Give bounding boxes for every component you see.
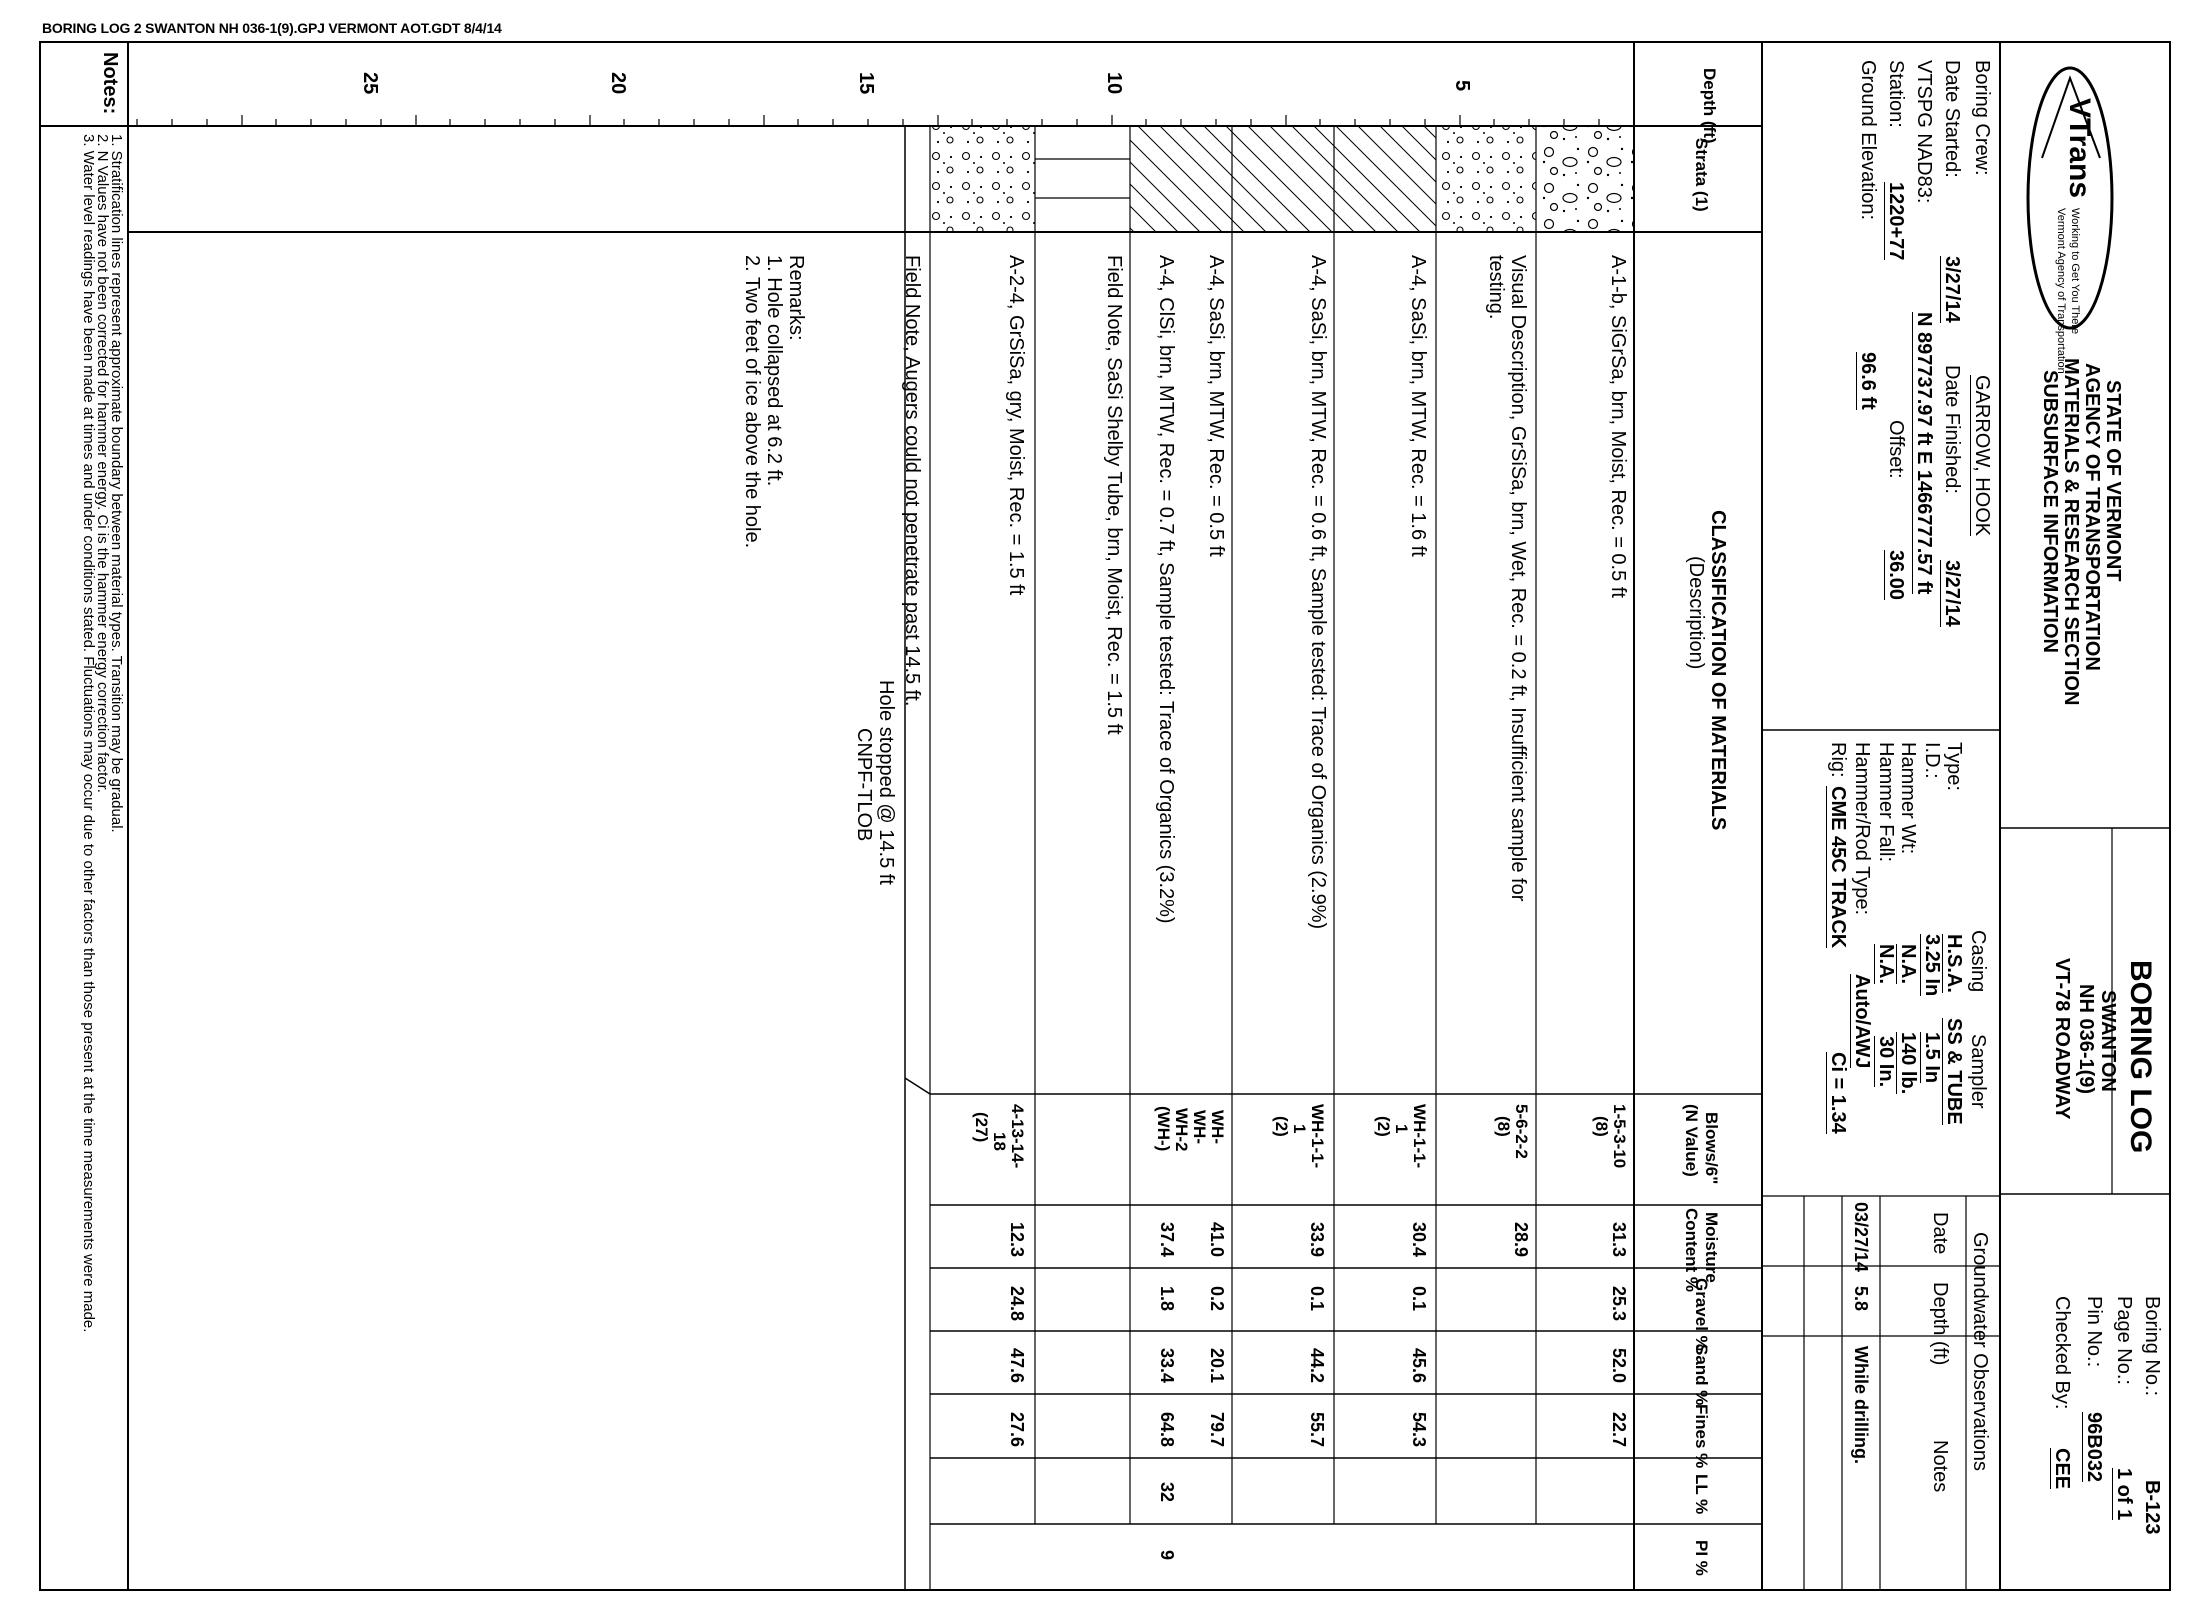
title-sub1: SWANTON (2097, 990, 2119, 1092)
page-no-label: Page No.: (2113, 1296, 2135, 1385)
agency-line1: STATE OF VERMONT (2102, 380, 2124, 582)
date-started-value: 3/27/14 (1941, 256, 1963, 323)
hammer-fall-casing: N.A. (1875, 944, 1897, 984)
sample-5-sand: 20.1 (1207, 1348, 1227, 1384)
sample-6-fines: 64.8 (1157, 1412, 1177, 1448)
logo-wordmark: VTrans (2063, 98, 2096, 199)
gw-depth-header: Depth (ft) (1929, 1282, 1951, 1366)
sample-8-gravel: 24.8 (1007, 1286, 1027, 1322)
station-value: 1220+77 (1885, 182, 1907, 261)
sample-4-fines: 55.7 (1307, 1412, 1327, 1448)
vtspg-value: N 897737.97 ft E 1466777.57 ft (1913, 312, 1935, 595)
pin-no-value: 96B032 (2083, 1412, 2105, 1483)
offset-label: Offset: (1885, 420, 1907, 479)
type-casing: H.S.A. (1943, 934, 1965, 993)
blows-sub: (N Value) (1682, 1104, 1701, 1177)
depth-tick-25: 25 (359, 72, 381, 95)
sample-4-sand: 44.2 (1307, 1348, 1327, 1384)
agency-line4: SUBSURFACE INFORMATION (2039, 370, 2061, 653)
sample-6-desc: A-4, ClSi, brn, MTW, Rec. = 0.7 ft, Sample tested: Trace of Organics (3.2%) (1155, 255, 1177, 924)
note-2: 2. N Values have not been corrected for hammer energy. Ci is the hammer energy correction factor. (94, 134, 111, 793)
note-1: 1. Stratification lines represent approximate boundary between material types. Transition may be gradual. (108, 134, 125, 833)
page-no-value: 1 of 1 (2113, 1468, 2135, 1521)
sample-8-moisture: 12.3 (1007, 1222, 1027, 1258)
sample-5-desc: A-4, SaSi, brn, MTW, Rec. = 0.5 ft (1205, 255, 1227, 557)
id-casing: 3.25 In (1921, 934, 1943, 997)
sample-6-gravel: 1.8 (1157, 1286, 1177, 1312)
crew-value: GARROW, HOOK (1971, 375, 1993, 537)
id-sampler: 1.5 In (1921, 1032, 1943, 1084)
groundwater-title: Groundwater Observations (1969, 1232, 1991, 1472)
sample-3-desc: A-4, SaSi, brn, MTW, Rec. = 1.6 ft (1407, 255, 1429, 557)
sample-4-n: (2) (1272, 1116, 1291, 1137)
remarks-title: Remarks: (785, 255, 807, 341)
date-finished-value: 3/27/14 (1941, 560, 1963, 627)
sample-6-pi: 9 (1157, 1550, 1177, 1561)
station-label: Station: (1885, 60, 1907, 128)
sample-2-desc: Visual Description, GrSiSa, brn, Wet, Rec. = 0.2 ft, Insufficient sample for (1507, 255, 1529, 902)
ground-elev-value: 96.6 ft (1857, 352, 1879, 410)
note-3: 3. Water level readings have been made at times and under conditions stated. Fluctuations may occur due to other factors than those present at the time measurements were made. (80, 134, 97, 1333)
title-sub2: NH 036-1(9) (2075, 984, 2097, 1095)
hammer-wt-casing: N.A. (1897, 944, 1919, 984)
strata-header: Strata (1) (1692, 138, 1711, 212)
sample-1-moisture: 31.3 (1609, 1222, 1629, 1258)
gw-row-date: 03/27/14 (1851, 1202, 1871, 1273)
remark-1: 1. Hole collapsed at 6.2 ft. (763, 255, 785, 487)
type-sampler: SS & TUBE (1943, 1018, 1965, 1125)
gw-date-header: Date (1929, 1212, 1951, 1255)
sample-8-desc: A-2-4, GrSiSa, gry, Moist, Rec. = 1.5 ft (1005, 255, 1027, 596)
sample-2-desc2: testing. (1485, 255, 1507, 320)
sample-3-fines: 54.3 (1409, 1412, 1429, 1448)
sample-1-blows: 1-5-3-10 (1610, 1104, 1629, 1169)
pi-header: PI % (1692, 1540, 1711, 1576)
sample-8-n: (27) (972, 1112, 991, 1143)
sample-4-blows: WH-1-1- (1308, 1104, 1327, 1169)
sample-6-moisture: 37.4 (1157, 1222, 1177, 1258)
sample-1-gravel: 25.3 (1609, 1286, 1629, 1322)
pin-no-label: Pin No.: (2083, 1296, 2105, 1368)
boring-no-label: Boring No.: (2141, 1296, 2163, 1397)
sample-5-blows: WH- (1208, 1110, 1227, 1144)
sample-1-n: (8) (1592, 1116, 1611, 1137)
notes-title: Notes: (99, 52, 121, 115)
logo-tagline: Working to Get You There (2069, 208, 2081, 335)
vtspg-label: VTSPG NAD83: (1913, 60, 1935, 204)
depth-tick-20: 20 (607, 72, 629, 95)
hammer-fall-sampler: 30 In. (1875, 1036, 1897, 1088)
sample-1-fines: 22.7 (1609, 1412, 1629, 1448)
vtrans-logo (2022, 58, 2120, 374)
sample-3-n: (2) (1374, 1116, 1393, 1137)
hammer-fall-label: Hammer Fall: (1875, 742, 1897, 863)
gw-row-depth: 5.8 (1851, 1286, 1871, 1312)
boring-no-value: B-123 (2141, 1480, 2163, 1535)
sample-2-n: (8) (1494, 1116, 1513, 1137)
sample-4-desc: A-4, SaSi, brn, MTW, Rec. = 0.6 ft, Sample tested: Trace of Organics (2.9%) (1307, 255, 1329, 930)
sampler-header: Sampler (1967, 1034, 1989, 1109)
blows-header: Blows/6" (1702, 1112, 1721, 1185)
checked-by-value: CEE (2051, 1448, 2073, 1490)
sample-5-blows2: WH- (1190, 1110, 1209, 1144)
sample-1-desc: A-1-b, SiGrSa, brn, Moist, Rec. = 0.5 ft (1607, 255, 1629, 598)
date-finished-label: Date Finished: (1941, 365, 1963, 494)
offset-value: 36.00 (1885, 550, 1907, 601)
hole-code: CNPF-TLOB (853, 728, 875, 842)
sample-6-blows: WH-2 (1172, 1108, 1191, 1152)
gravel-header: Gravel % (1692, 1278, 1711, 1351)
crew-label: Boring Crew: (1971, 60, 1993, 176)
depth-tick-10: 10 (1103, 72, 1125, 95)
depth-tick-5: 5 (1451, 80, 1473, 92)
remark-2: 2. Two feet of ice above the hole. (741, 255, 763, 549)
sample-5-gravel: 0.2 (1207, 1286, 1227, 1312)
sample-8-blows2: 18 (990, 1132, 1009, 1151)
sample-8-fines: 27.6 (1007, 1412, 1027, 1448)
rig-value: CME 45C TRACK (1827, 786, 1849, 949)
sample-5-moisture: 41.0 (1207, 1222, 1227, 1258)
depth-tick-15: 15 (855, 72, 877, 95)
rig-label: Rig: (1827, 742, 1849, 778)
sample-3-gravel: 0.1 (1409, 1286, 1429, 1312)
title-sub3: VT-78 ROADWAY (2051, 958, 2073, 1120)
sample-2-blows: 5-6-2-2 (1512, 1104, 1531, 1159)
agency-line3: MATERIALS & RESEARCH SECTION (2060, 358, 2082, 706)
sample-2-moisture: 28.9 (1511, 1222, 1531, 1258)
date-started-label: Date Started: (1941, 60, 1963, 178)
sand-header: Sand % (1692, 1344, 1711, 1406)
sample-9-desc: Field Note, Augers could not penetrate past 14.5 ft. (901, 255, 923, 707)
ground-elev-label: Ground Elevation: (1857, 60, 1879, 221)
hammer-wt-label: Hammer Wt: (1897, 742, 1919, 855)
hammer-rod-value: Auto/AWJ (1851, 974, 1873, 1069)
sample-4-gravel: 0.1 (1307, 1286, 1327, 1312)
classification-header: CLASSIFICATION OF MATERIALS (1707, 510, 1729, 831)
sample-8-blows: 4-13-14- (1008, 1104, 1027, 1169)
title-main: BORING LOG (2124, 960, 2157, 1154)
sample-4-blows2: 1 (1290, 1124, 1309, 1134)
sample-7-desc: Field Note, SaSi Shelby Tube, brn, Moist, Rec. = 1.5 ft (1103, 255, 1125, 735)
sample-3-blows: WH-1-1- (1410, 1104, 1429, 1169)
checked-by-label: Checked By: (2051, 1296, 2073, 1410)
sample-8-sand: 47.6 (1007, 1348, 1027, 1384)
logo-subtag: Vermont Agency of Transportation (2055, 208, 2067, 374)
moisture-header: Moisture (1702, 1212, 1721, 1283)
hammer-rod-label: Hammer/Rod Type: (1851, 742, 1873, 916)
hole-stopped: Hole stopped @ 14.5 ft (875, 680, 897, 885)
sample-3-sand: 45.6 (1409, 1348, 1429, 1384)
depth-header: Depth (ft) (1700, 68, 1719, 144)
hammer-wt-sampler: 140 lb. (1897, 1032, 1919, 1095)
moisture-sub: Content % (1682, 1208, 1701, 1293)
gw-notes-header: Notes (1929, 1440, 1951, 1493)
sample-3-moisture: 30.4 (1409, 1222, 1429, 1258)
ci-value: Ci = 1.34 (1827, 1052, 1849, 1134)
sample-1-sand: 52.0 (1609, 1348, 1629, 1384)
type-label: Type: (1943, 742, 1965, 791)
id-label: I.D.: (1921, 742, 1943, 779)
agency-line2: AGENCY OF TRANSPORTATION (2081, 363, 2103, 671)
classification-sub: (Description) (1685, 556, 1707, 670)
sample-5-fines: 79.7 (1207, 1412, 1227, 1448)
sample-3-blows2: 1 (1392, 1124, 1411, 1134)
ll-header: LL % (1692, 1474, 1711, 1515)
gw-row-notes: While drilling. (1851, 1346, 1871, 1464)
file-header: BORING LOG 2 SWANTON NH 036-1(9).GPJ VERMONT AOT.GDT 8/4/14 (42, 20, 502, 36)
casing-header: Casing (1967, 930, 1989, 993)
sample-6-n: (WH-) (1154, 1106, 1173, 1152)
sample-4-moisture: 33.9 (1307, 1222, 1327, 1258)
sample-6-sand: 33.4 (1157, 1348, 1177, 1384)
sample-6-ll: 32 (1157, 1482, 1177, 1503)
fines-header: Fines % (1692, 1404, 1711, 1469)
